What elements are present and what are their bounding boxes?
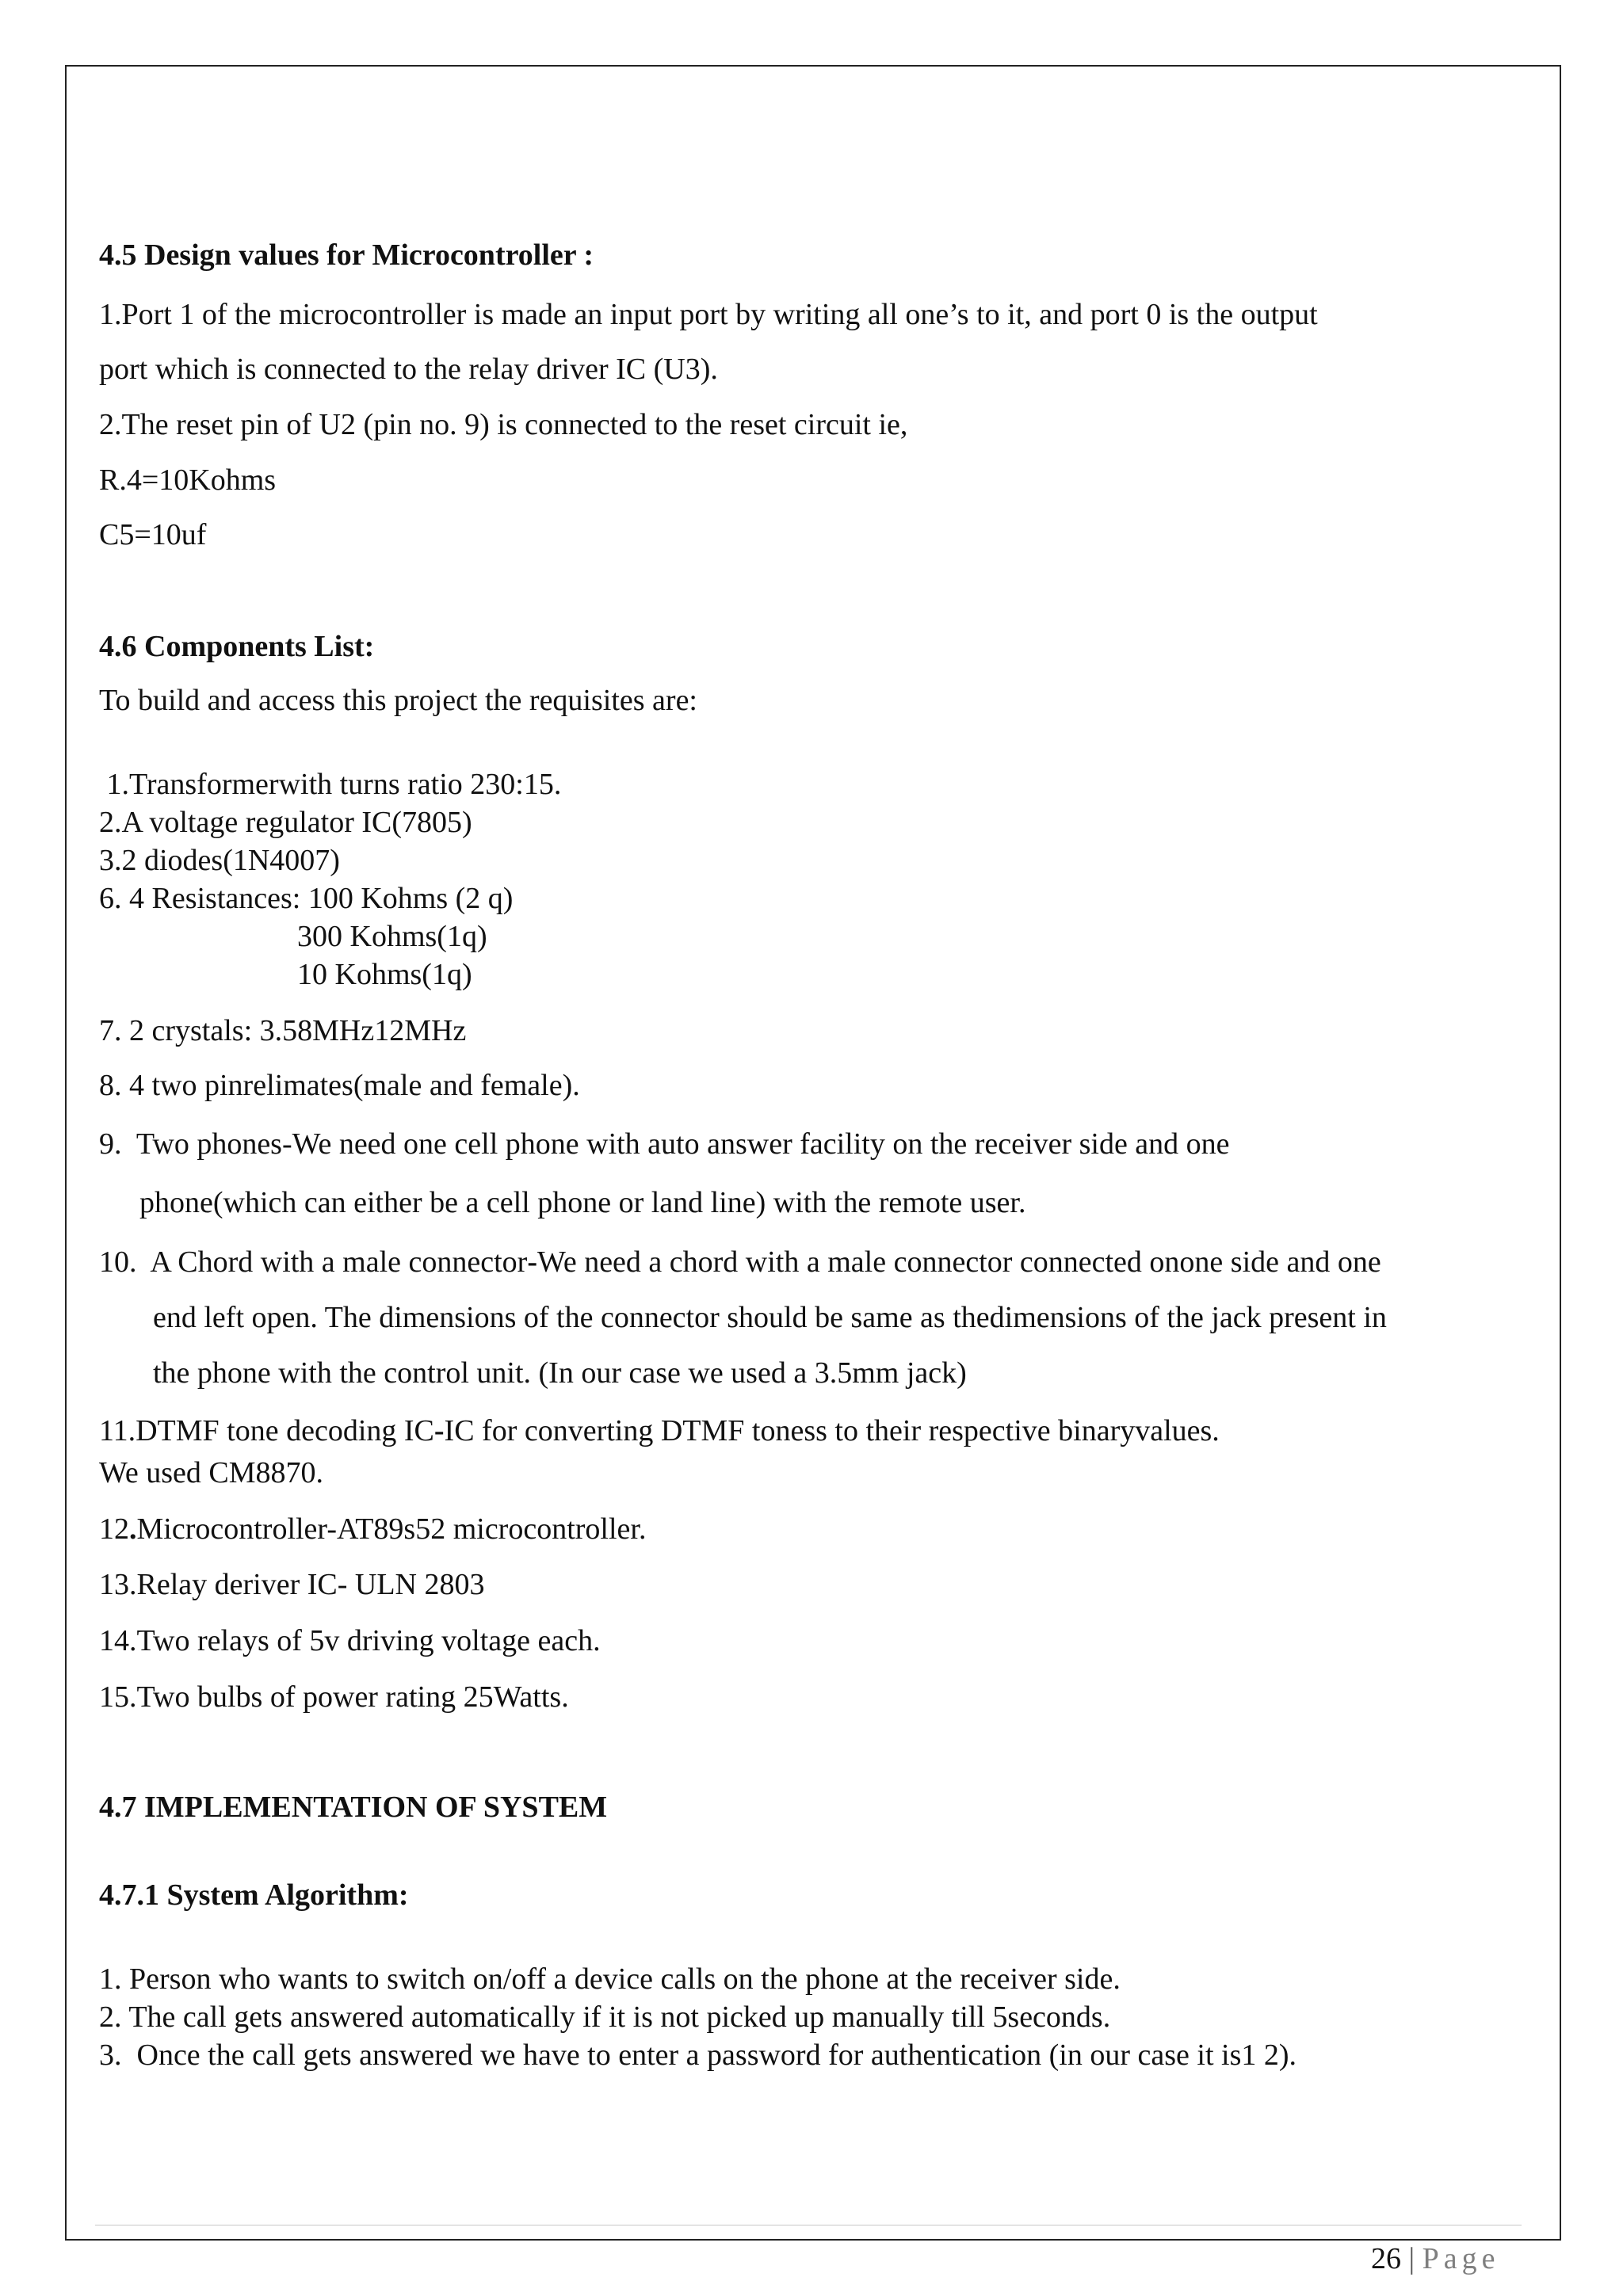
algorithm-step-1: 1. Person who wants to switch on/off a device calls on the phone at the receiver side. [99,1962,1121,1996]
component-item-3: 3.2 diodes(1N4007) [99,844,340,877]
subsection-heading-4-7-1: 4.7.1 System Algorithm: [99,1878,409,1912]
component-item-12-text: Microcontroller-AT89s52 microcontroller. [136,1512,647,1546]
component-item-7: 7. 2 crystals: 3.58MHz12MHz [99,1014,467,1047]
page-number: 26 [1371,2242,1401,2275]
component-item-11-prefix: 11.DTMF tone decoding IC [99,1414,434,1447]
component-item-1: 1.Transformerwith turns ratio 230:15. [99,768,562,801]
section-heading-4-6: 4.6 Components List: [99,630,375,663]
component-item-10-rest: We need a chord with a male connector connected onone side and one [537,1245,1381,1279]
component-item-9-line-1: 9. Two phones-We need one cell phone with auto answer facility on the receiver side and one [99,1127,1230,1161]
component-item-10-dash: - [527,1245,537,1279]
component-item-14: 14.Two relays of 5v driving voltage each. [99,1624,601,1657]
value-c5: C5=10uf [99,518,207,551]
component-item-6: 6. 4 Resistances: 100 Kohms (2 q) [99,882,514,915]
component-item-11-line-2: We used CM8870. [99,1456,323,1489]
component-item-8: 8. 4 two pinrelimates(male and female). [99,1069,580,1102]
algorithm-step-3: 3. Once the call gets answered we have to enter a password for authentication (in our case it is1 2). [99,2039,1297,2072]
component-item-12 [99,1511,646,1547]
page-number-footer [1371,2241,1499,2277]
component-item-12-number: 12 [99,1512,129,1546]
section-heading-4-7: 4.7 IMPLEMENTATION OF SYSTEM [99,1791,608,1824]
component-item-10-line-2: end left open. The dimensions of the connector should be same as thedimensions of the jack present in [153,1301,1387,1334]
component-item-12-dot: . [129,1512,137,1546]
section-heading-4-5: 4.5 Design values for Microcontroller : [99,238,594,272]
component-item-6-sub-2: 10 Kohms(1q) [297,958,472,991]
component-item-10-prefix: 10. A Chord with a male connector [99,1245,528,1279]
algorithm-step-2: 2. The call gets answered automatically if it is not picked up manually till 5seconds. [99,2000,1111,2034]
paragraph-reset-pin: 2.The reset pin of U2 (pin no. 9) is connected to the reset circuit ie, [99,408,908,441]
value-r4: R.4=10Kohms [99,463,277,497]
components-intro: To build and access this project the requisites are: [99,684,697,717]
paragraph-port-1-line-1: 1.Port 1 of the microcontroller is made an input port by writing all one’s to it, and port 0 is the output [99,298,1318,331]
component-item-11-rest: IC for converting DTMF toness to their respective binaryvalues. [444,1414,1220,1447]
component-item-2: 2.A voltage regulator IC(7805) [99,806,472,839]
component-item-15: 15.Two bulbs of power rating 25Watts. [99,1680,569,1714]
component-item-13: 13.Relay deriver IC- ULN 2803 [99,1568,485,1601]
component-item-6-sub-1: 300 Kohms(1q) [297,920,487,953]
component-item-10-line-3: the phone with the control unit. (In our case we used a 3.5mm jack) [153,1356,967,1390]
page-separator: | [1408,2242,1415,2275]
component-item-9-line-2: phone(which can either be a cell phone or land line) with the remote user. [139,1186,1026,1219]
component-item-11-dash: - [433,1414,445,1447]
component-item-11-line-1 [99,1413,1220,1449]
page-label: Page [1422,2242,1500,2275]
paragraph-port-1-line-2: port which is connected to the relay driver IC (U3). [99,353,718,386]
component-item-10-line-1 [99,1244,1381,1280]
